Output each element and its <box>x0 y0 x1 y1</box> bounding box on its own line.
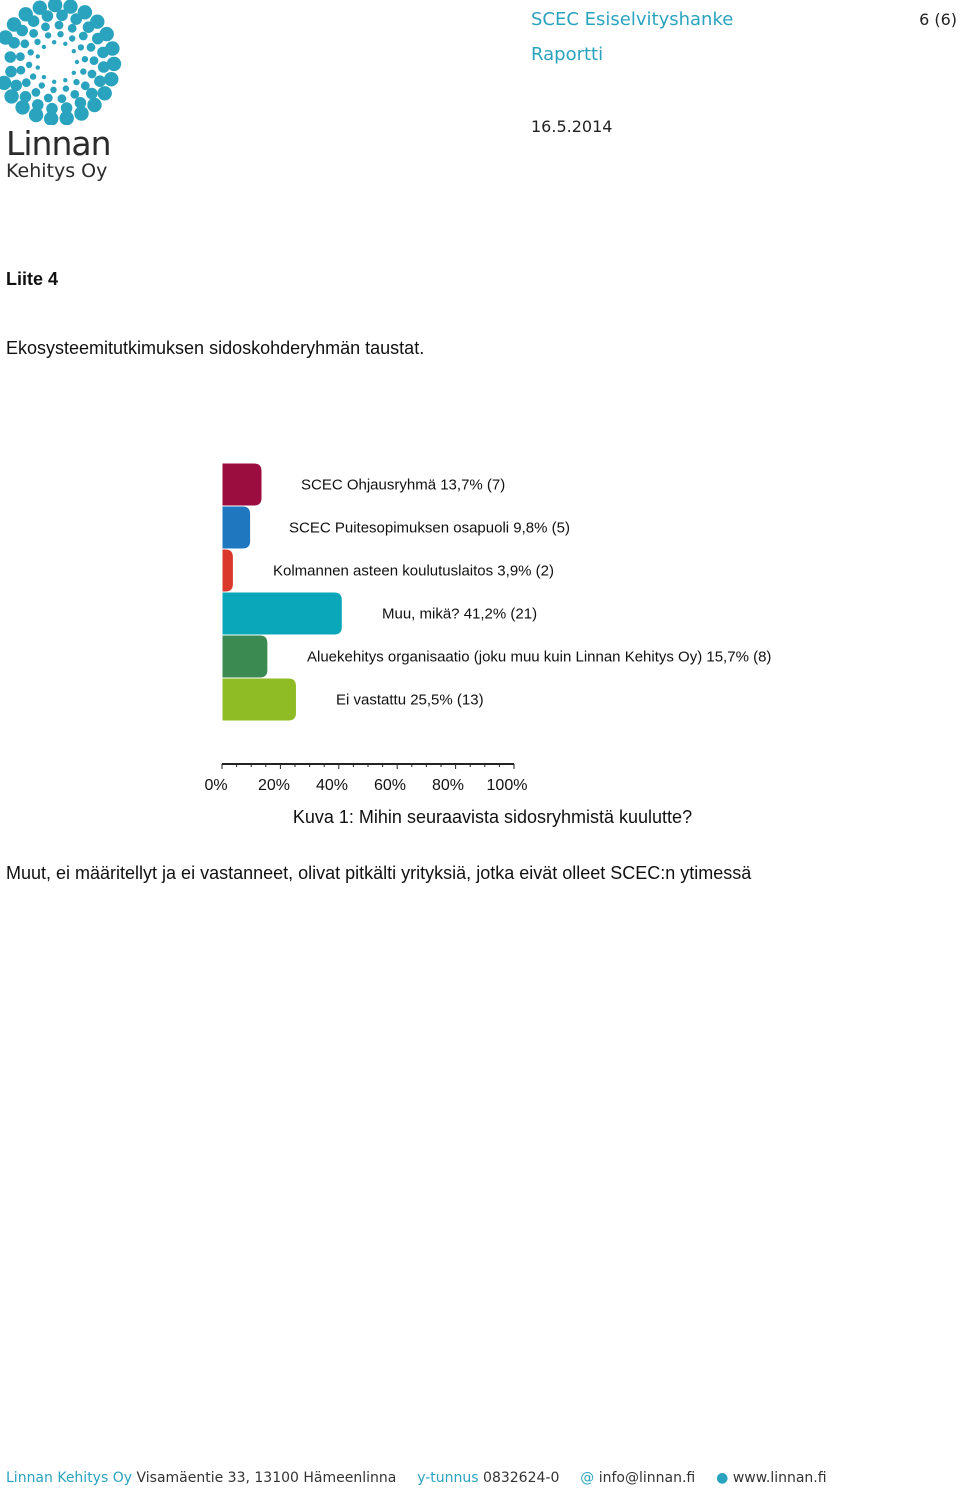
footer-web[interactable]: www.linnan.fi <box>732 1470 827 1486</box>
page-footer <box>6 1470 827 1486</box>
logo-dot <box>4 89 18 103</box>
logo-dot <box>70 90 79 99</box>
logo-dot <box>105 41 119 55</box>
logo-dot <box>90 15 104 29</box>
logo-dot <box>63 85 69 91</box>
logo-dot <box>34 39 40 45</box>
intro-text: Ekosysteemitutkimuksen sidoskohderyhmän taustat. <box>6 338 425 358</box>
logo-dot <box>41 22 50 31</box>
logo-dot <box>42 45 46 49</box>
logo-dot <box>45 32 51 38</box>
logo-dot <box>17 66 26 75</box>
footer-company: Linnan Kehitys Oy <box>6 1470 133 1486</box>
footer-email[interactable]: info@linnan.fi <box>598 1470 696 1486</box>
x-tick-label: 0% <box>204 777 228 794</box>
logo-dot <box>44 112 58 126</box>
logo-dot <box>29 108 43 122</box>
logo-dot <box>107 57 121 71</box>
logo-dot <box>63 78 67 82</box>
logo-dot <box>63 42 67 46</box>
logo-dot <box>42 75 46 79</box>
logo-name: Linnan <box>6 124 111 163</box>
logo-dot <box>69 35 75 41</box>
logo-dot <box>72 49 76 53</box>
bar-label: Muu, mikä? 41,2% (21) <box>382 605 538 623</box>
logo-dot <box>63 0 77 14</box>
document-type: Raportti <box>531 44 604 65</box>
logo-dot <box>75 60 79 64</box>
logo-dot <box>39 82 45 88</box>
logo-dot <box>26 62 32 68</box>
logo-dots-graphic <box>0 0 130 125</box>
logo-dot <box>73 79 79 85</box>
logo-dot <box>15 100 29 114</box>
footer-ytunnus-label: y-tunnus <box>417 1470 479 1486</box>
logo-dot <box>5 51 17 63</box>
logo-dot <box>32 88 41 97</box>
logo-dot <box>28 49 34 55</box>
page-number: 6 (6) <box>919 10 957 29</box>
x-tick-label: 40% <box>315 777 349 794</box>
logo-dot <box>90 56 99 65</box>
logo-dot <box>80 68 86 74</box>
logo-dot <box>7 17 21 31</box>
chart-bar <box>222 506 251 549</box>
globe-icon: ● <box>716 1470 729 1486</box>
logo-dot <box>36 54 40 58</box>
logo-dot <box>59 111 73 125</box>
chart-bar <box>222 463 262 506</box>
logo-subname: Kehitys Oy <box>6 160 108 182</box>
body-paragraph: Muut, ei määritellyt ja ei vastanneet, olivat pitkälti yrityksiä, jotka eivät olleet SCEC:n ytimessä <box>6 863 752 883</box>
logo-dot <box>86 88 98 100</box>
logo-dot <box>87 43 96 52</box>
logo-dot <box>55 21 64 30</box>
company-logo <box>0 0 130 190</box>
logo-dot <box>82 56 88 62</box>
logo-dot <box>104 72 118 86</box>
logo-dot <box>5 66 17 78</box>
bar-label: SCEC Ohjausryhmä 13,7% (7) <box>301 476 506 494</box>
email-icon: @ <box>580 1470 595 1486</box>
appendix-heading: Liite 4 <box>6 269 59 289</box>
logo-dot <box>22 78 31 87</box>
logo-dot <box>52 80 56 84</box>
logo-dot <box>72 71 76 75</box>
logo-dot <box>44 94 53 103</box>
logo-dot <box>58 94 67 103</box>
project-title: SCEC Esiselvityshanke <box>531 9 734 30</box>
logo-dot <box>16 52 25 61</box>
logo-dot <box>30 73 36 79</box>
logo-dot <box>78 5 92 19</box>
footer-ytunnus: 0832624-0 <box>483 1470 560 1486</box>
logo-dot <box>100 27 114 41</box>
logo-dot <box>98 86 112 100</box>
logo-dot <box>74 106 88 120</box>
x-tick-label: 20% <box>257 777 291 794</box>
logo-dot <box>36 65 40 69</box>
logo-dot <box>50 87 56 93</box>
logo-dot <box>78 44 84 50</box>
logo-dot <box>88 70 97 79</box>
logo-dot <box>0 76 11 90</box>
x-tick-label: 60% <box>373 777 407 794</box>
document-date: 16.5.2014 <box>531 117 613 136</box>
logo-dot <box>94 75 106 87</box>
logo-dot <box>52 40 56 44</box>
logo-dot <box>68 24 77 33</box>
chart-bar <box>222 549 233 592</box>
x-tick-label: 80% <box>431 777 465 794</box>
logo-dot <box>33 1 47 15</box>
logo-dot <box>87 98 101 112</box>
bar-label: Aluekehitys organisaatio (joku muu kuin Linnan Kehitys Oy) 15,7% (8) <box>307 648 772 666</box>
bar-label: SCEC Puitesopimuksen osapuoli 9,8% (5) <box>289 519 570 537</box>
figure-caption: Kuva 1: Mihin seuraavista sidosryhmistä kuulutte? <box>292 807 693 827</box>
logo-dot <box>20 39 29 48</box>
x-tick-label: 100% <box>486 777 528 794</box>
logo-dot <box>19 7 33 21</box>
chart-bar <box>222 592 342 635</box>
logo-dot <box>29 29 38 38</box>
logo-dot <box>57 31 63 37</box>
stakeholder-bar-chart <box>0 455 960 795</box>
bar-label: Kolmannen asteen koulutuslaitos 3,9% (2) <box>273 562 555 580</box>
logo-dot <box>79 32 88 41</box>
bar-label: Ei vastattu 25,5% (13) <box>336 691 484 709</box>
footer-address: Visamäentie 33, 13100 Hämeenlinna <box>136 1470 397 1486</box>
chart-bar <box>222 635 268 678</box>
chart-bar <box>222 678 296 721</box>
